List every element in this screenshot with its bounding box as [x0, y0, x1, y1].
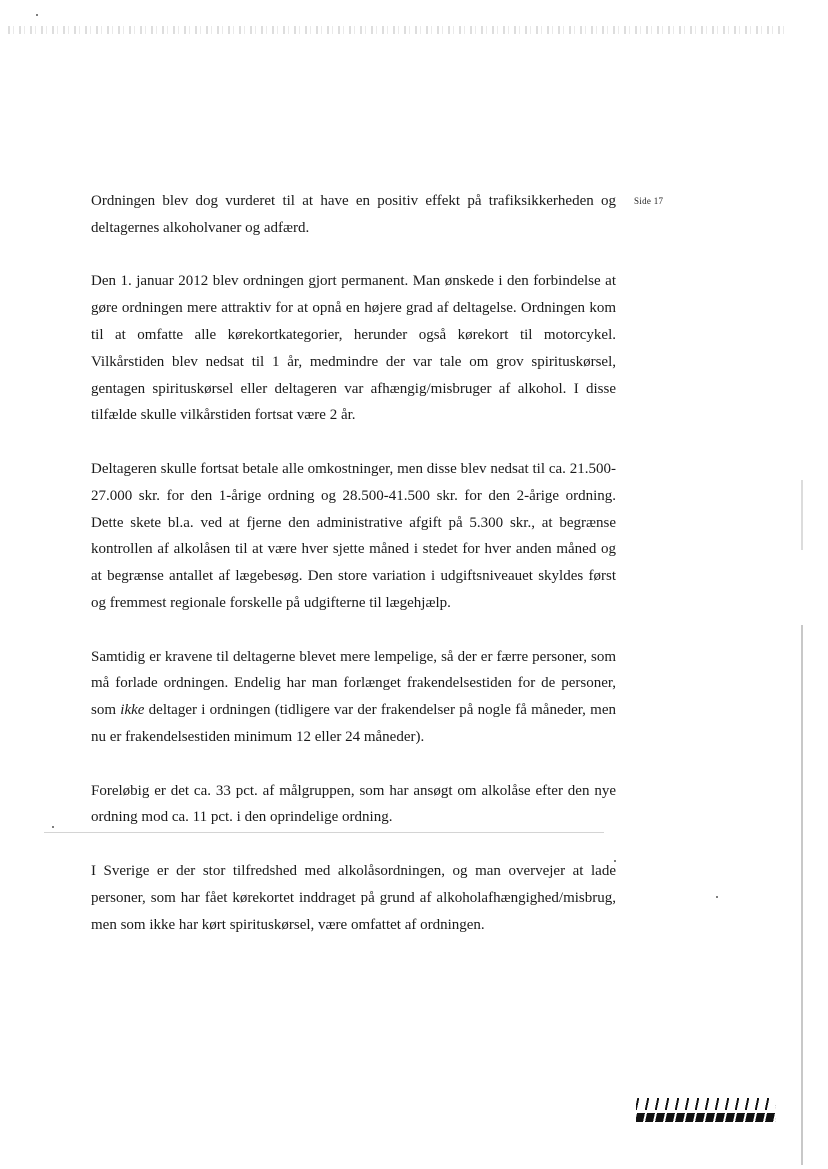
- barcode: [636, 1098, 776, 1126]
- body-text: [91, 188, 616, 938]
- paragraph: [91, 268, 616, 429]
- barcode-block: [636, 1113, 776, 1122]
- page-number: Side 17: [634, 196, 664, 206]
- paragraph-text: Den 1. januar 2012 blev ordningen gjort permanent. Man ønskede i den forbindelse at gøre ordningen mere attraktiv for at opnå en højere grad af deltagelse. Ordningen kom til at omfatte alle kørekortkategorier, herunder også kørekort til motorcykel. Vilkårstiden blev nedsat til 1 år, medmindre der var tale om grov spirituskørsel, gentagen spirituskørsel eller deltageren var afhængig/misbruger af alkohol. I disse tilfælde skulle vilkårstiden fortsat være 2 år.: [91, 273, 616, 424]
- paragraph-text: Ordningen blev dog vurderet til at have en positiv effekt på trafiksikkerheden og deltagernes alkoholvaner og adfærd.: [91, 193, 616, 236]
- emphasis-text: ikke: [120, 702, 145, 719]
- scan-speck: [716, 896, 718, 898]
- paragraph: [91, 644, 616, 751]
- scan-speck: [52, 826, 54, 828]
- scan-edge-line: [801, 480, 803, 550]
- paragraph: [91, 858, 616, 938]
- barcode-strokes: [636, 1098, 776, 1110]
- scan-divider: [44, 832, 604, 833]
- paragraph: [91, 456, 616, 617]
- paragraph: [91, 778, 616, 832]
- paragraph-text: I Sverige er der stor tilfredshed med alkolåsordningen, og man overvejer at lade personer, som har fået kørekortet inddraget på grund af alkoholafhængighed/misbrug, men som ikke har kørt spirituskørsel, være omfattet af ordningen.: [91, 862, 616, 933]
- scan-artifact-top: [8, 26, 788, 34]
- scan-edge-line: [801, 625, 803, 1165]
- paragraph-text: deltager i ordningen (tidligere var der frakendelser på nogle få måneder, men nu er frakendelsestiden minimum 12 eller 24 måneder).: [91, 702, 616, 745]
- paragraph-text: Samtidig er kravene til deltagerne blevet mere lempelige, så der er færre personer, som må forlade ordningen. Endelig har man forlænget frakendelsestiden for de personer, som: [91, 648, 616, 719]
- paragraph-text: Foreløbig er det ca. 33 pct. af målgruppen, som har ansøgt om alkolåse efter den nye ordning mod ca. 11 pct. i den oprindelige ordning.: [91, 782, 616, 826]
- scan-speck: [36, 14, 38, 16]
- paragraph: [91, 188, 616, 242]
- paragraph-text: Deltageren skulle fortsat betale alle omkostninger, men disse blev nedsat til ca. 21.500-27.000 skr. for den 1-årige ordning og 28.500-41.500 skr. for den 2-årige ordning. Dette skete bl.a. ved at fjerne den administrative afgift på 5.300 skr., at begrænse kontrollen af alkolåsen til at være hver sjette måned i stedet for hver anden måned og at begrænse antallet af lægebesøg. Den store variation i udgiftsniveauet skyldes først og fremmest regionale forskelle på udgifterne til lægehjælp.: [91, 460, 616, 611]
